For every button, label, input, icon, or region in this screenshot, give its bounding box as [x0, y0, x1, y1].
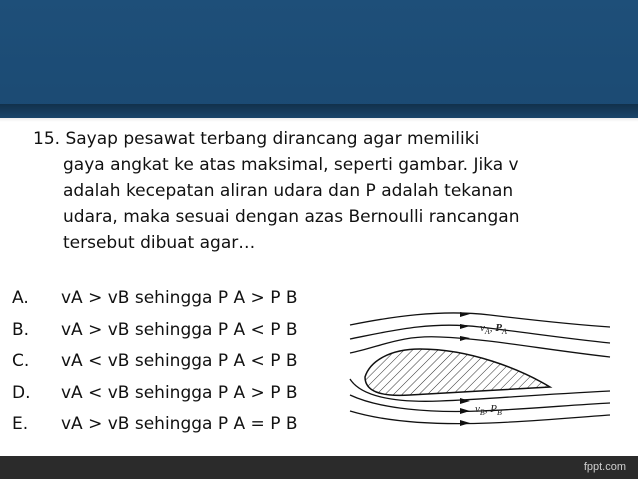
watermark: fppt.com — [583, 461, 626, 473]
label-vb: $v_B$, $P_B$ — [475, 403, 502, 417]
arrow-bottom-1 — [460, 398, 470, 404]
question-line: gaya angkat ke atas maksimal, seperti gambar. Jika v — [63, 155, 519, 175]
label-va: $v_A$, $P_A$ — [480, 322, 507, 336]
option-d — [12, 378, 352, 410]
airfoil-figure — [310, 291, 616, 435]
answer-options — [12, 283, 352, 441]
question-line: adalah kecepatan aliran udara dan P adalah tekanan — [63, 181, 514, 201]
option-b — [12, 315, 352, 347]
question-line: tersebut dibuat agar… — [63, 233, 256, 253]
option-letter: D. — [12, 382, 31, 403]
option-letter: A. — [12, 288, 29, 308]
option-letter: C. — [12, 351, 30, 371]
header-shadow — [0, 104, 638, 122]
arrow-bottom-2 — [460, 408, 470, 414]
arrow-bottom-3 — [460, 420, 470, 426]
question-line: 15. Sayap pesawat terbang dirancang agar memiliki — [33, 129, 480, 149]
option-letter: E. — [12, 414, 29, 434]
option-text: vA < vB sehingga P A > P B — [61, 382, 298, 403]
option-e — [12, 409, 352, 441]
option-c — [12, 346, 352, 378]
question-line: udara, maka sesuai dengan azas Bernoulli rancangan — [63, 207, 520, 227]
option-a — [12, 283, 352, 315]
option-letter: B. — [12, 319, 30, 340]
option-text: vA > vB sehingga P A > P B — [61, 288, 298, 308]
header-band — [0, 0, 638, 118]
wing-body — [365, 349, 550, 395]
airfoil-diagram — [310, 291, 616, 435]
option-text: vA > vB sehingga P A < P B — [61, 319, 298, 340]
footer-bar — [0, 456, 638, 479]
question-text — [33, 126, 613, 256]
option-text: vA < vB sehingga P A < P B — [61, 351, 298, 371]
option-text: vA > vB sehingga P A = P B — [61, 414, 298, 434]
